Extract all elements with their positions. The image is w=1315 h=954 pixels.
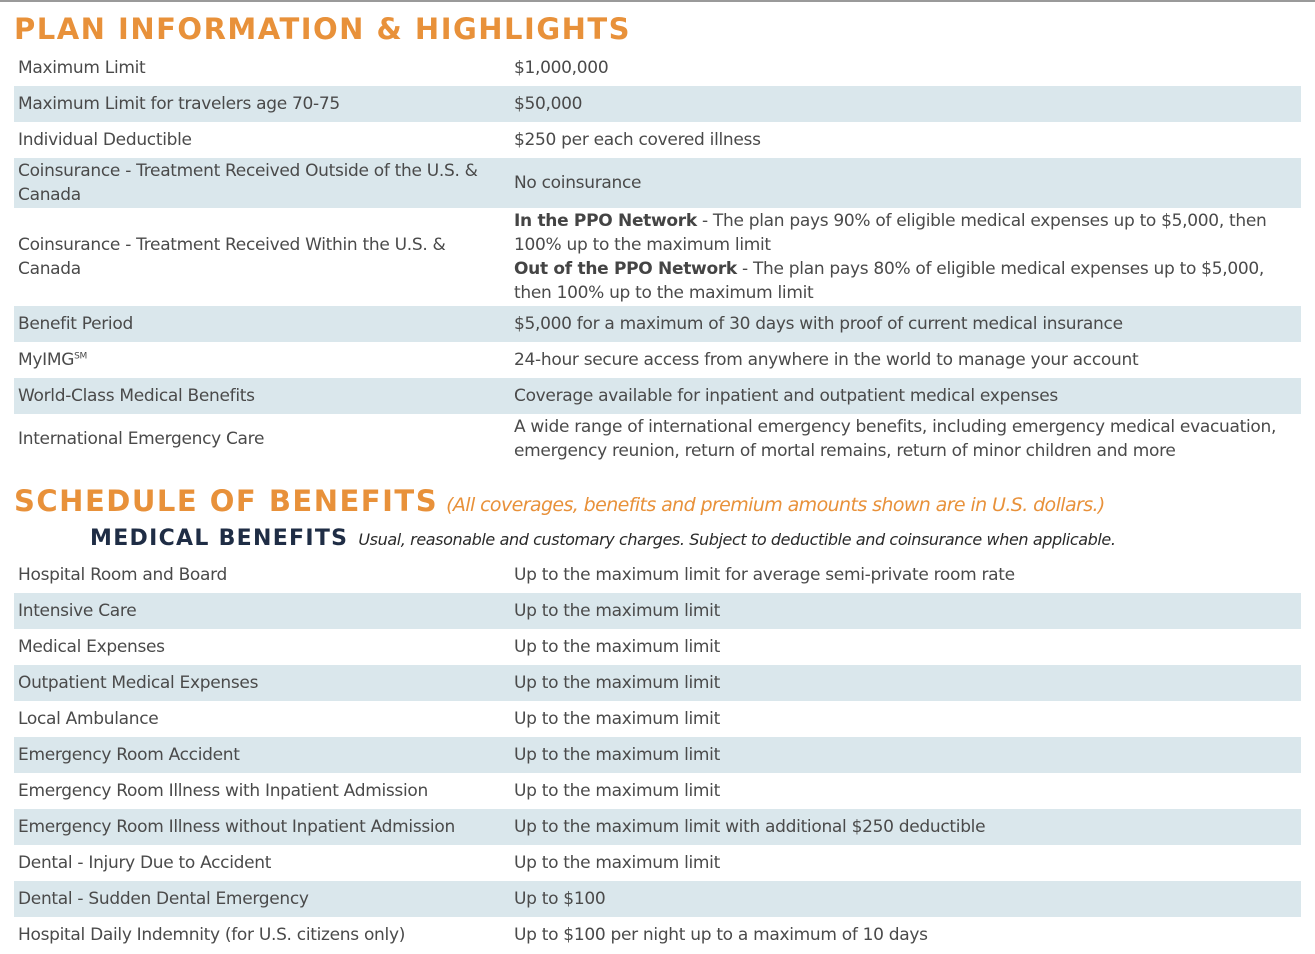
row-value — [510, 209, 1301, 305]
table-row — [14, 701, 1301, 737]
row-label — [14, 348, 510, 372]
ppo-in-label: In the PPO Network — [514, 211, 697, 231]
row-label: Maximum Limit for travelers age 70-75 — [18, 94, 340, 114]
row-value: $50,000 — [514, 94, 583, 114]
medical-title: MEDICAL BENEFITS — [90, 526, 349, 551]
schedule-heading — [14, 484, 1105, 518]
row-value: Up to $100 — [514, 889, 606, 909]
ppo-in-text: - The plan pays 90% of eligible medical expenses up to $5,000, then 100% up to the maximum limit — [514, 211, 1267, 255]
table-row — [14, 917, 1301, 953]
row-label: Benefit Period — [18, 314, 133, 334]
table-row — [14, 378, 1301, 414]
row-value: Up to the maximum limit with additional $250 deductible — [514, 817, 986, 837]
ppo-in-network — [514, 209, 1301, 257]
medical-heading — [90, 526, 1116, 551]
row-label: Maximum Limit — [18, 58, 146, 78]
myimg-label: MyIMG — [18, 350, 75, 370]
ppo-out-text: - The plan pays 80% of eligible medical expenses up to $5,000, then 100% up to the maximum limit — [514, 259, 1264, 303]
medical-table — [14, 557, 1301, 953]
table-row — [14, 737, 1301, 773]
row-value: Up to the maximum limit — [514, 853, 720, 873]
medical-note: Usual, reasonable and customary charges. Subject to deductible and coinsurance when applicable. — [358, 530, 1116, 549]
table-row — [14, 342, 1301, 378]
row-label: Dental - Injury Due to Accident — [18, 853, 272, 873]
schedule-title: SCHEDULE OF BENEFITS — [14, 484, 439, 518]
row-value: Up to the maximum limit for average semi-private room rate — [514, 565, 1015, 585]
table-row — [14, 773, 1301, 809]
table-row — [14, 50, 1301, 86]
table-row — [14, 881, 1301, 917]
row-label: Hospital Room and Board — [18, 565, 228, 585]
plan-table — [14, 50, 1301, 464]
table-row — [14, 122, 1301, 158]
row-label: Hospital Daily Indemnity (for U.S. citizens only) — [18, 925, 406, 945]
row-label: Coinsurance - Treatment Received Within the U.S. & Canada — [18, 235, 446, 279]
row-label: Medical Expenses — [18, 637, 165, 657]
table-row — [14, 845, 1301, 881]
row-label: Local Ambulance — [18, 709, 159, 729]
row-value: No coinsurance — [514, 173, 642, 193]
row-label: Individual Deductible — [18, 130, 192, 150]
service-mark: SM — [74, 351, 87, 362]
row-label: World-Class Medical Benefits — [18, 386, 255, 406]
table-row — [14, 306, 1301, 342]
row-value: Up to $100 per night up to a maximum of 10 days — [514, 925, 928, 945]
row-label: Emergency Room Illness with Inpatient Admission — [18, 781, 428, 801]
row-label: Emergency Room Accident — [18, 745, 240, 765]
top-rule — [0, 0, 1315, 2]
row-value: Up to the maximum limit — [514, 745, 720, 765]
ppo-out-network — [514, 257, 1301, 305]
plan-heading: PLAN INFORMATION & HIGHLIGHTS — [14, 12, 632, 46]
row-label: Coinsurance - Treatment Received Outside of the U.S. & Canada — [18, 161, 478, 205]
table-row — [14, 158, 1301, 208]
row-label: International Emergency Care — [18, 429, 265, 449]
row-value: $250 per each covered illness — [514, 130, 761, 150]
row-value: $1,000,000 — [514, 58, 609, 78]
table-row — [14, 665, 1301, 701]
table-row — [14, 86, 1301, 122]
table-row — [14, 809, 1301, 845]
row-label: Intensive Care — [18, 601, 137, 621]
table-row — [14, 593, 1301, 629]
table-row — [14, 629, 1301, 665]
row-value: 24-hour secure access from anywhere in the world to manage your account — [514, 350, 1139, 370]
row-value: $5,000 for a maximum of 30 days with proof of current medical insurance — [514, 314, 1123, 334]
row-label: Emergency Room Illness without Inpatient Admission — [18, 817, 455, 837]
table-row — [14, 208, 1301, 306]
table-row — [14, 414, 1301, 464]
row-value: Up to the maximum limit — [514, 709, 720, 729]
row-value: A wide range of international emergency benefits, including emergency medical evacuation, emergency reunion, return of mortal remains, return of minor children and more — [514, 417, 1277, 461]
row-value: Coverage available for inpatient and outpatient medical expenses — [514, 386, 1058, 406]
row-value: Up to the maximum limit — [514, 601, 720, 621]
row-value: Up to the maximum limit — [514, 673, 720, 693]
row-label: Outpatient Medical Expenses — [18, 673, 259, 693]
row-label: Dental - Sudden Dental Emergency — [18, 889, 309, 909]
schedule-note: (All coverages, benefits and premium amounts shown are in U.S. dollars.) — [446, 494, 1105, 516]
row-value: Up to the maximum limit — [514, 781, 720, 801]
ppo-out-label: Out of the PPO Network — [514, 259, 737, 279]
row-value: Up to the maximum limit — [514, 637, 720, 657]
table-row — [14, 557, 1301, 593]
